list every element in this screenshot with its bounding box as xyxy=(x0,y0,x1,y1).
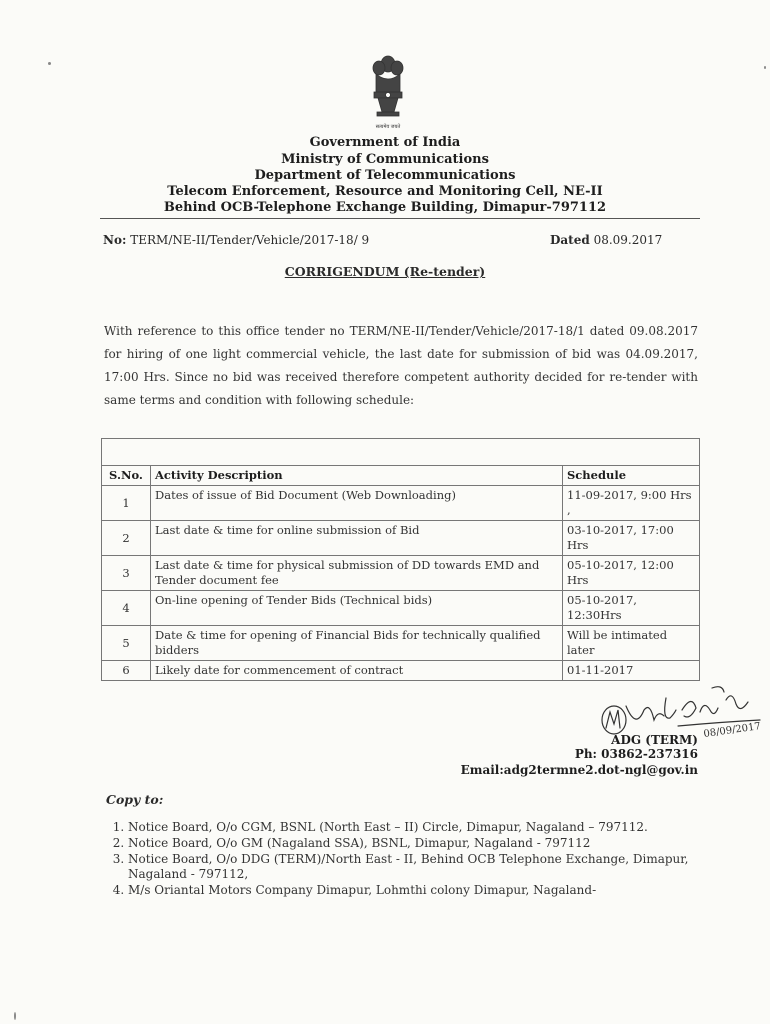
document-title: CORRIGENDUM (Re-tender) xyxy=(284,264,486,279)
row-activity: On-line opening of Tender Bids (Technical bids) xyxy=(151,591,563,626)
reference-date-label: Dated xyxy=(550,233,590,247)
row-schedule: 05-10-2017, 12:00 Hrs xyxy=(563,556,700,591)
reference-date xyxy=(550,233,662,247)
row-schedule: 11-09-2017, 9:00 Hrs , xyxy=(563,486,700,521)
row-schedule: 03-10-2017, 17:00 Hrs xyxy=(563,521,700,556)
table-blank-row xyxy=(102,439,700,466)
body-paragraph: With reference to this office tender no TERM/NE-II/Tender/Vehicle/2017-18/1 dated 09.08.2017 for hiring of one light commercial vehicle, the last date for submission of bid was 04.09.2017, 17:00 Hrs. Since no bid was received therefore competent authority decided for re-tender with same terms and condition with following schedule: xyxy=(104,324,698,407)
reference-number xyxy=(103,233,369,247)
row-activity: Likely date for commencement of contract xyxy=(151,661,563,681)
reference-date-value: 08.09.2017 xyxy=(593,233,663,247)
header-activity: Activity Description xyxy=(151,466,563,486)
header-sno: S.No. xyxy=(102,466,151,486)
table-row xyxy=(102,591,700,626)
scan-speck xyxy=(764,66,766,69)
copy-to-list xyxy=(108,820,720,899)
letterhead-line-ministry: Ministry of Communications xyxy=(281,152,489,167)
signatory-phone: Ph: 03862-237316 xyxy=(574,747,698,761)
table-header-row xyxy=(102,466,700,486)
row-sno: 5 xyxy=(102,626,151,661)
scan-speck xyxy=(14,1012,16,1020)
signature-date: 08/09/2017 xyxy=(702,721,762,740)
row-sno: 2 xyxy=(102,521,151,556)
table-row xyxy=(102,626,700,661)
letterhead-line-cell: Telecom Enforcement, Resource and Monitoring Cell, NE-II xyxy=(167,184,603,199)
letterhead-line-address: Behind OCB-Telephone Exchange Building, Dimapur-797112 xyxy=(163,200,607,215)
list-item: 1. Notice Board, O/o CGM, BSNL (North East – II) Circle, Dimapur, Nagaland – 797112. xyxy=(128,820,720,835)
header-schedule: Schedule xyxy=(563,466,700,486)
schedule-table xyxy=(101,438,700,681)
national-emblem-icon xyxy=(368,54,408,134)
row-activity: Last date & time for physical submission of DD towards EMD and Tender document fee xyxy=(151,556,563,591)
row-schedule: 05-10-2017, 12:30Hrs xyxy=(563,591,700,626)
list-item: 2. Notice Board, O/o GM (Nagaland SSA), BSNL, Dimapur, Nagaland - 797112 xyxy=(128,836,720,851)
list-item: 4. M/s Oriantal Motors Company Dimapur, Lohmthi colony Dimapur, Nagaland- xyxy=(128,883,720,898)
scan-speck xyxy=(48,62,51,65)
letterhead-line-government: Government of India xyxy=(309,135,461,150)
reference-number-value: TERM/NE-II/Tender/Vehicle/2017-18/ 9 xyxy=(130,233,370,247)
table-row xyxy=(102,661,700,681)
reference-number-label: No: xyxy=(103,233,127,247)
row-activity: Date & time for opening of Financial Bids for technically qualified bidders xyxy=(151,626,563,661)
row-activity: Dates of issue of Bid Document (Web Downloading) xyxy=(151,486,563,521)
letterhead-line-department: Department of Telecommunications xyxy=(254,168,516,183)
list-item: 3. Notice Board, O/o DDG (TERM)/North East - II, Behind OCB Telephone Exchange, Dimapur, Nagaland - 797112, xyxy=(128,852,720,882)
table-row xyxy=(102,486,700,521)
letterhead-divider xyxy=(100,218,700,219)
table-row xyxy=(102,521,700,556)
signatory-designation: ADG (TERM) xyxy=(611,733,698,747)
emblem-caption: सत्यमेव जयते xyxy=(375,124,401,130)
row-sno: 4 xyxy=(102,591,151,626)
row-sno: 6 xyxy=(102,661,151,681)
copy-to-label: Copy to: xyxy=(106,792,164,807)
row-sno: 1 xyxy=(102,486,151,521)
row-activity: Last date & time for online submission of Bid xyxy=(151,521,563,556)
row-schedule: Will be intimated later xyxy=(563,626,700,661)
table-row xyxy=(102,556,700,591)
signatory-email: Email:adg2termne2.dot-ngl@gov.in xyxy=(460,763,698,777)
row-schedule: 01-11-2017 xyxy=(563,661,700,681)
row-sno: 3 xyxy=(102,556,151,591)
